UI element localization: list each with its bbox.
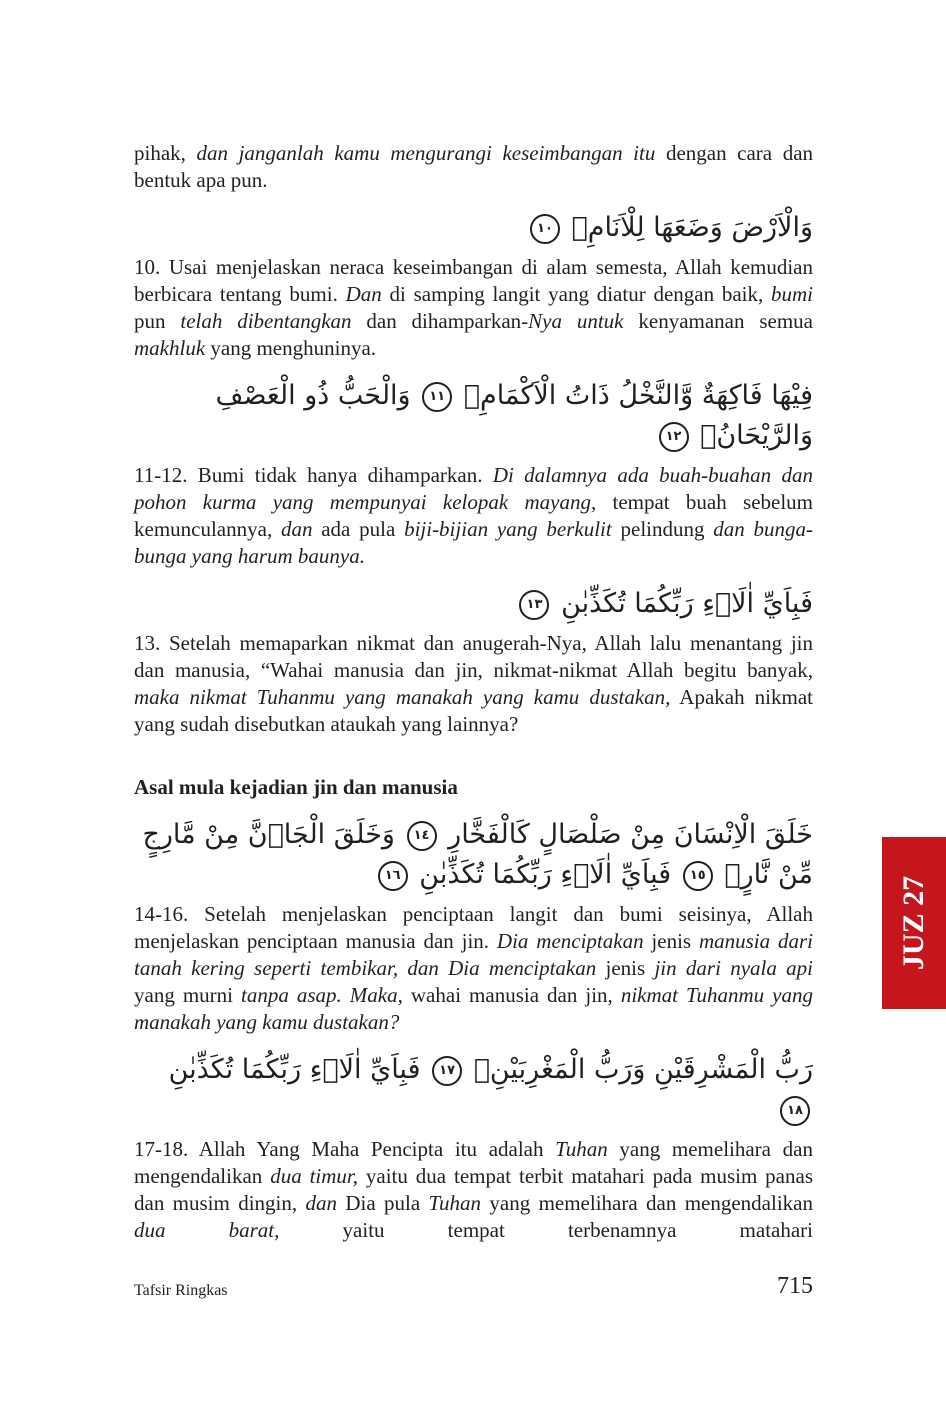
footer-book-title: Tafsir Ringkas [134, 1282, 228, 1299]
text-run: pun [134, 309, 181, 333]
text-run: yang murni [134, 983, 242, 1007]
verse-10 [134, 208, 813, 248]
text-run: Dia pula [336, 1191, 429, 1215]
ayah-number: ١٧ [432, 1056, 462, 1086]
ayah-number: ١٣ [519, 590, 549, 620]
text-run-italic: bumi [771, 282, 813, 306]
verse-11-12 [134, 376, 813, 456]
page-number: 715 [777, 1273, 813, 1299]
paragraph-14-16 [134, 901, 813, 1036]
text-run-italic: Dan [345, 282, 382, 306]
verse-text: وَخَلَقَ الْجَاۤنَّ مِنْ مَّارِجٍ مِّنْ نَّارٍۚ [142, 819, 813, 890]
paragraph-13 [134, 630, 813, 738]
paragraph-17-18 [134, 1136, 813, 1244]
ayah-number: ١٠ [530, 214, 560, 244]
text-run: ada pula [312, 517, 405, 541]
text-run: 17-18. Allah Yang Maha Pencipta itu adalah [134, 1137, 556, 1161]
text-run-italic: Tuhan [428, 1191, 482, 1215]
text-run: di samping langit yang diatur dengan baik, [381, 282, 771, 306]
text-run-italic: tanpa asap. Maka, [241, 983, 403, 1007]
text-run: jenis [596, 956, 655, 980]
verse-14-16 [134, 815, 813, 895]
verse-17-18 [134, 1050, 813, 1130]
intro-paragraph [134, 140, 813, 194]
text-run: Apakah nikmat yang sudah disebutkan ataukah yang lainnya? [134, 685, 813, 736]
verse-text: فَبِاَيِّ اٰلَاۤءِ رَبِّكُمَا تُكَذِّبٰنِ [561, 588, 813, 619]
verse-text: وَالْاَرْضَ وَضَعَهَا لِلْاَنَامِۙ [571, 212, 813, 243]
text-run-italic: biji-bijian yang berkulit [404, 517, 612, 541]
verse-text: وَالْحَبُّ ذُو الْعَصْفِ وَالرَّيْحَانُۚ [215, 380, 813, 451]
juz-side-tab [882, 837, 946, 1009]
text-run: 10. Usai menjelaskan neraca keseimbangan di alam semesta, Allah kemudian berbicara tentang bumi. [134, 255, 813, 306]
text-run-italic: Di dalamnya ada buah-buahan dan pohon kurma yang mempunyai kelopak mayang, [134, 463, 813, 514]
ayah-number: ١٦ [378, 861, 408, 891]
text-run: dengan cara dan bentuk apa pun. [134, 141, 814, 192]
verse-text: فَبِاَيِّ اٰلَاۤءِ رَبِّكُمَا تُكَذِّبٰنِ [168, 1054, 421, 1085]
text-run-italic: telah dibentangkan [180, 309, 352, 333]
text-run: 14-16. Setelah menjelaskan penciptaan langit dan bumi seisinya, Allah menjelaskan penciptaan manusia dan jin. [134, 902, 813, 953]
paragraph-10 [134, 254, 813, 362]
page-body [134, 140, 813, 1244]
ayah-number: ١١ [422, 382, 452, 412]
text-run: tempat buah sebelum kemunculannya, [134, 490, 813, 541]
text-run-italic: dan [305, 1191, 337, 1215]
text-run-italic: manusia dari tanah kering seperti tembikar, dan Dia menciptakan [134, 929, 813, 980]
text-run: 11-12. Bumi tidak hanya dihamparkan. [134, 463, 493, 487]
text-run-italic: jin dari nyala api [654, 956, 813, 980]
text-run: yang menghuninya. [205, 336, 377, 360]
text-run-italic: dua barat, [134, 1218, 280, 1242]
text-run: 13. Setelah memaparkan nikmat dan anugerah-Nya, Allah lalu menantang jin dan manusia, “Wahai manusia dan jin, nikmat-nikmat Allah begitu banyak, [134, 631, 813, 682]
paragraph-11-12 [134, 462, 813, 570]
text-run: yaitu dua tempat terbit matahari pada musim panas dan musim dingin, [134, 1164, 813, 1215]
text-run-italic: dua timur, [270, 1164, 359, 1188]
ayah-number: ١٢ [659, 422, 689, 452]
text-run: pihak, [134, 141, 197, 165]
text-run: dan dihamparkan- [351, 309, 529, 333]
ayah-number: ١٥ [683, 861, 713, 891]
text-run-italic: nikmat Tuhanmu yang manakah yang kamu dustakan? [134, 983, 814, 1034]
ayah-number: ١٤ [407, 821, 437, 851]
verse-text: فِيْهَا فَاكِهَةٌ وَّالنَّخْلُ ذَاتُ الْاَكْمَامِۖ [463, 380, 813, 411]
text-run: wahai manusia dan jin, [402, 983, 621, 1007]
text-run: yang memelihara dan mengendalikan [481, 1191, 813, 1215]
text-run-italic: makhluk [134, 336, 206, 360]
text-run-italic: dan bunga-bunga yang harum baunya. [134, 517, 814, 568]
verse-text: رَبُّ الْمَشْرِقَيْنِ وَرَبُّ الْمَغْرِبَيْنِۚ [473, 1054, 813, 1085]
text-run-italic: Nya untuk [528, 309, 624, 333]
verse-text: خَلَقَ الْاِنْسَانَ مِنْ صَلْصَالٍ كَالْفَخَّارِ [448, 819, 813, 850]
ayah-number: ١٨ [780, 1096, 810, 1126]
text-run: kenyamanan semua [623, 309, 813, 333]
verse-text: فَبِاَيِّ اٰلَاۤءِ رَبِّكُمَا تُكَذِّبٰنِ [419, 859, 672, 890]
text-run: jenis [643, 929, 699, 953]
verse-13 [134, 584, 813, 624]
text-run-italic: dan [280, 517, 313, 541]
text-run-italic: dan janganlah kamu mengurangi keseimbangan itu [196, 141, 656, 165]
section-heading: Asal mula kejadian jin dan manusia [134, 775, 458, 799]
text-run-italic: Tuhan [555, 1137, 608, 1161]
text-run-italic: Dia menciptakan [496, 929, 644, 953]
juz-label: JUZ 27 [897, 875, 930, 971]
text-run-italic: maka nikmat Tuhanmu yang manakah yang kamu dustakan, [134, 685, 671, 709]
text-run: pelindung [611, 517, 714, 541]
text-run: yaitu tempat terbenamnya matahari [279, 1218, 813, 1242]
text-run: yang memelihara dan mengendalikan [134, 1137, 813, 1188]
